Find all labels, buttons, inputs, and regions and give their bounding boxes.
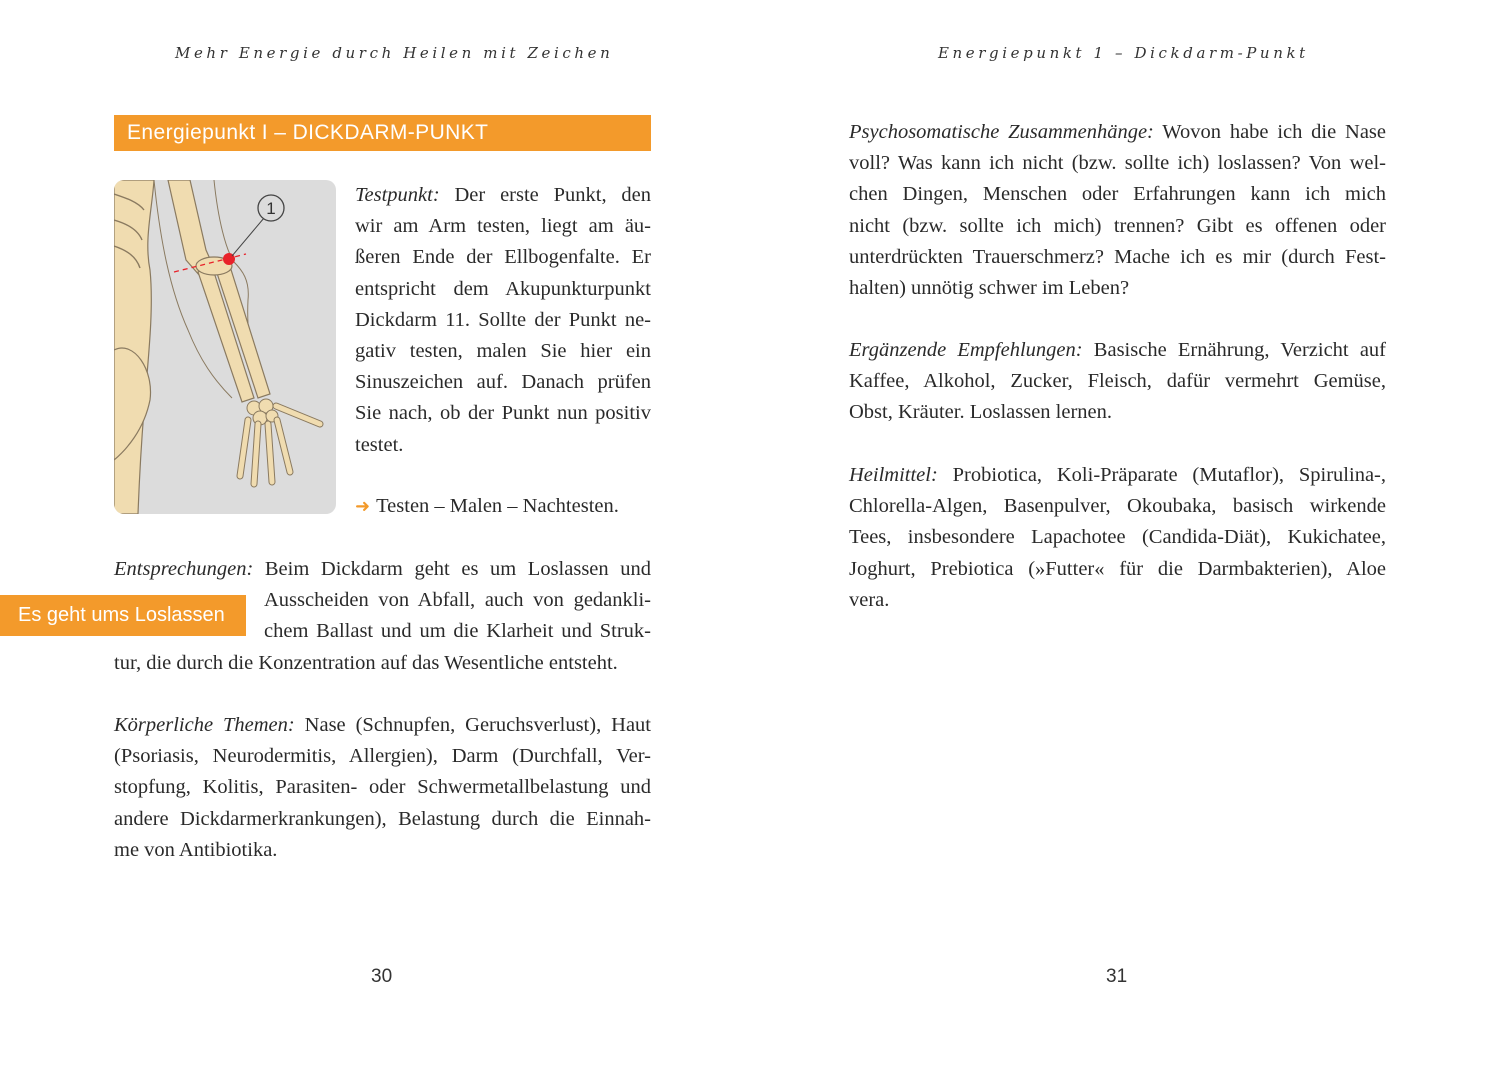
koerper-label: Körperliche Themen: [114,714,295,736]
page-number: 31 [1106,966,1128,987]
right-page [750,0,1500,1079]
ergaenz-label: Ergänzende Empfehlungen: [849,339,1083,361]
test-point-paragraph: Testpunkt: Der erste Punkt, den wir am Arm testen, liegt am äu- ßeren Ende der Ellbogenfalte. Er entspricht dem Akupunkturpunkt Dickdarm 11. Sollte der Punkt ne- gativ testen, malen Sie hier ein Sinuszeichen auf. Danach prüfen Sie nach, ob der Punkt nun positiv testet. [355,184,651,456]
arm-anatomy-illustration [114,180,336,514]
heil-label: Heilmittel: [849,464,938,486]
section-title: Energiepunkt I – DICKDARM-PUNKT [114,115,651,151]
empfehlungen-paragraph: Ergänzende Empfehlungen: Basische Ernährung, Verzicht auf Kaffee, Alkohol, Zucker, Fleisch, dafür vermehrt Gemüse, Obst, Kräuter. Loslassen lernen. [849,339,1386,424]
page-number: 30 [371,966,393,987]
entsprechungen-label: Entsprechungen: [114,558,254,580]
psycho-label: Psychosomatische Zusammenhänge: [849,121,1154,143]
side-label: Es geht ums Loslassen [0,595,246,636]
running-head: Energiepunkt 1 – Dickdarm-Punkt [938,44,1309,62]
entsprechungen-paragraph: Entsprechungen: Beim Dickdarm geht es um Loslassen und Ausscheiden von Abfall, auch von gedankli- chem Ballast und um die Klarheit und Struk- tur, die durch die Konzentration auf das Wesentliche entsteht. [114,558,651,674]
arm-skeleton-drawing [114,180,336,514]
test-label: Testpunkt: [355,184,440,206]
arrow-right-icon: ➜ [355,496,371,517]
heilmittel-paragraph: Heilmittel: Probiotica, Koli-Präparate (Mutaflor), Spirulina-, Chlorella-Algen, Basenpulver, Okoubaka, basisch wirkende Tees, insbesondere Lapachotee (Candida-Diät), Kukichatee, Joghurt, Prebiotica (»Futter« für die Darmbakterien), Aloe vera. [849,464,1386,611]
procedure-line [355,491,651,522]
running-head: Mehr Energie durch Heilen mit Zeichen [175,44,614,62]
psychosomatik-paragraph: Psychosomatische Zusammenhänge: Wovon habe ich die Nase voll? Was kann ich nicht (bzw. sollte ich) loslassen? Von wel- chen Dingen, Menschen oder Erfahrungen kann ich mich nicht (bzw. sollte ich mich) trennen? Gibt es offenen oder unterdrückten Trauerschmerz? Mache ich es mir (durch Fest- halten) unnötig schwer im Leben? [849,121,1387,300]
procedure-text: Testen – Malen – Nachtesten. [376,495,619,517]
point-number-label: 1 [266,199,276,218]
koerper-paragraph: Körperliche Themen: Nase (Schnupfen, Geruchsverlust), Haut (Psoriasis, Neurodermitis, Allergien), Darm (Durchfall, Ver- stopfung, Kolitis, Parasiten- oder Schwermetallbelastung und andere Dickdarmerkrankungen), Belastung durch die Einnah- me von Antibiotika. [114,714,651,861]
